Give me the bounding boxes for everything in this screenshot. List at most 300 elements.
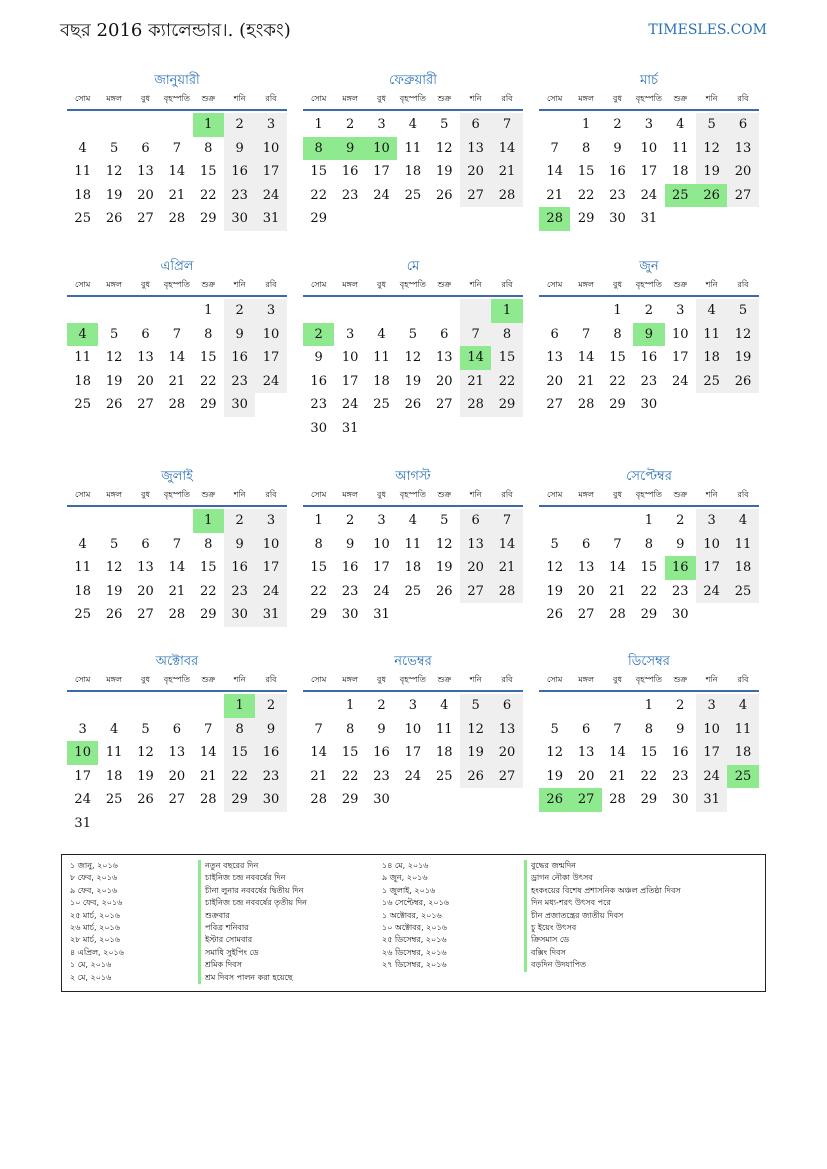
day-cell[interactable]: 11 [373,350,390,366]
day-cell[interactable]: 19 [460,741,491,765]
day-cell[interactable]: 8 [224,718,255,742]
day-cell[interactable]: 21 [310,768,327,784]
day-cell[interactable]: 8 [303,137,334,161]
day-cell[interactable]: 15 [640,560,658,576]
day-cell[interactable]: 8 [204,536,213,552]
day-cell[interactable]: 6 [491,694,522,718]
day-cell[interactable]: 26 [105,397,123,413]
day-cell[interactable]: 29 [199,397,217,413]
day-cell[interactable]: 11 [727,533,758,557]
day-cell[interactable]: 30 [341,607,359,623]
day-cell[interactable]: 4 [727,694,758,718]
day-cell[interactable]: 3 [408,698,417,713]
day-cell[interactable]: 29 [199,607,217,623]
day-cell[interactable]: 9 [676,721,685,737]
day-cell[interactable]: 7 [581,326,591,342]
day-cell[interactable]: 3 [78,721,87,737]
day-cell[interactable]: 16 [310,373,327,389]
day-cell[interactable]: 23 [341,187,359,203]
day-cell[interactable]: 23 [609,187,626,203]
day-cell[interactable]: 11 [74,164,91,180]
day-cell[interactable]: 10 [696,718,727,742]
day-cell[interactable]: 14 [199,745,217,761]
day-cell[interactable]: 8 [314,536,323,552]
day-cell[interactable]: 24 [640,187,658,203]
day-cell[interactable]: 3 [377,117,386,132]
day-cell[interactable]: 4 [67,323,98,347]
day-cell[interactable]: 1 [613,303,622,318]
day-cell[interactable]: 9 [676,536,685,552]
day-cell[interactable]: 3 [676,303,685,318]
day-cell[interactable]: 9 [633,323,664,347]
day-cell[interactable]: 14 [577,350,595,366]
day-cell[interactable]: 26 [404,397,422,413]
day-cell[interactable]: 21 [609,768,626,784]
day-cell[interactable]: 24 [671,373,689,389]
day-cell[interactable]: 2 [377,698,386,713]
day-cell[interactable]: 26 [546,607,563,623]
day-cell[interactable]: 27 [460,580,491,604]
day-cell[interactable]: 3 [255,113,286,137]
day-cell[interactable]: 4 [78,536,87,552]
day-cell[interactable]: 22 [491,370,522,394]
day-cell[interactable]: 16 [640,350,658,366]
day-cell[interactable]: 7 [613,536,622,552]
day-cell[interactable]: 17 [255,160,286,184]
day-cell[interactable]: 20 [460,160,491,184]
day-cell[interactable]: 14 [168,164,186,180]
day-cell[interactable]: 6 [581,536,591,552]
day-cell[interactable]: 12 [105,350,123,366]
day-cell[interactable]: 12 [460,718,491,742]
day-cell[interactable]: 20 [460,556,491,580]
day-cell[interactable]: 25 [404,583,422,599]
day-cell[interactable]: 9 [345,536,355,552]
day-cell[interactable]: 10 [404,721,422,737]
day-cell[interactable]: 18 [435,745,453,761]
day-cell[interactable]: 13 [491,718,522,742]
day-cell[interactable]: 18 [696,346,727,370]
day-cell[interactable]: 18 [74,583,91,599]
day-cell[interactable]: 27 [137,211,154,227]
day-cell[interactable]: 5 [550,536,559,552]
day-cell[interactable]: 15 [609,350,626,366]
day-cell[interactable]: 4 [78,140,87,156]
day-cell[interactable]: 23 [224,580,255,604]
day-cell[interactable]: 6 [141,140,150,156]
day-cell[interactable]: 27 [168,792,186,808]
day-cell[interactable]: 18 [105,768,123,784]
day-cell[interactable]: 24 [696,765,727,789]
day-cell[interactable]: 25 [105,792,123,808]
day-cell[interactable]: 29 [640,792,658,808]
day-cell[interactable]: 1 [224,694,255,718]
day-cell[interactable]: 21 [491,556,522,580]
day-cell[interactable]: 5 [460,694,491,718]
day-cell[interactable]: 1 [644,513,653,528]
day-cell[interactable]: 19 [435,560,453,576]
day-cell[interactable]: 30 [671,607,689,623]
day-cell[interactable]: 11 [727,718,758,742]
day-cell[interactable]: 31 [255,207,286,231]
day-cell[interactable]: 14 [168,350,186,366]
day-cell[interactable]: 27 [460,184,491,208]
day-cell[interactable]: 22 [310,187,327,203]
day-cell[interactable]: 28 [609,792,626,808]
day-cell[interactable]: 7 [172,326,181,342]
day-cell[interactable]: 9 [314,350,323,366]
day-cell[interactable]: 7 [613,721,622,737]
day-cell[interactable]: 15 [199,560,217,576]
day-cell[interactable]: 31 [74,815,91,831]
day-cell[interactable]: 3 [255,299,286,323]
day-cell[interactable]: 29 [609,397,626,413]
day-cell[interactable]: 4 [440,698,449,713]
day-cell[interactable]: 6 [440,326,449,342]
day-cell[interactable]: 9 [377,721,386,737]
day-cell[interactable]: 4 [408,513,417,528]
day-cell[interactable]: 11 [74,350,91,366]
day-cell[interactable]: 29 [491,393,522,417]
day-cell[interactable]: 28 [539,207,570,231]
day-cell[interactable]: 6 [581,721,591,737]
day-cell[interactable]: 9 [224,323,255,347]
day-cell[interactable]: 30 [310,420,327,436]
day-cell[interactable]: 15 [640,745,658,761]
day-cell[interactable]: 17 [671,350,689,366]
day-cell[interactable]: 13 [577,560,595,576]
day-cell[interactable]: 16 [341,164,359,180]
day-cell[interactable]: 15 [491,346,522,370]
day-cell[interactable]: 30 [224,393,255,417]
day-cell[interactable]: 31 [341,420,359,436]
day-cell[interactable]: 27 [435,397,453,413]
day-cell[interactable]: 22 [609,373,626,389]
day-cell[interactable]: 13 [435,350,453,366]
day-cell[interactable]: 18 [727,741,758,765]
day-cell[interactable]: 4 [109,721,119,737]
day-cell[interactable]: 29 [640,607,658,623]
day-cell[interactable]: 6 [550,326,559,342]
day-cell[interactable]: 10 [255,323,286,347]
day-cell[interactable]: 20 [137,583,154,599]
day-cell[interactable]: 5 [440,513,449,528]
day-cell[interactable]: 21 [460,370,491,394]
day-cell[interactable]: 27 [727,184,758,208]
day-cell[interactable]: 8 [491,323,522,347]
day-cell[interactable]: 25 [404,187,422,203]
day-cell[interactable]: 8 [345,721,355,737]
day-cell[interactable]: 20 [435,373,453,389]
day-cell[interactable]: 15 [310,560,327,576]
day-cell[interactable]: 14 [491,533,522,557]
day-cell[interactable]: 15 [224,741,255,765]
day-cell[interactable]: 2 [345,513,355,528]
day-cell[interactable]: 26 [105,607,123,623]
day-cell[interactable]: 26 [539,788,570,812]
day-cell[interactable]: 7 [172,536,181,552]
day-cell[interactable]: 2 [224,509,255,533]
day-cell[interactable]: 17 [255,346,286,370]
day-cell[interactable]: 4 [408,117,417,132]
day-cell[interactable]: 20 [137,373,154,389]
day-cell[interactable]: 31 [640,211,658,227]
day-cell[interactable]: 26 [435,187,453,203]
day-cell[interactable]: 26 [435,583,453,599]
day-cell[interactable]: 4 [676,117,685,132]
day-cell[interactable]: 3 [696,509,727,533]
day-cell[interactable]: 24 [373,187,390,203]
day-cell[interactable]: 24 [255,370,286,394]
day-cell[interactable]: 12 [105,164,123,180]
day-cell[interactable]: 30 [224,603,255,627]
day-cell[interactable]: 6 [460,113,491,137]
day-cell[interactable]: 2 [345,117,355,132]
day-cell[interactable]: 17 [696,741,727,765]
day-cell[interactable]: 7 [204,721,213,737]
day-cell[interactable]: 17 [696,556,727,580]
day-cell[interactable]: 16 [665,556,696,580]
day-cell[interactable]: 5 [727,299,758,323]
day-cell[interactable]: 23 [224,370,255,394]
day-cell[interactable]: 27 [137,397,154,413]
day-cell[interactable]: 19 [546,583,563,599]
day-cell[interactable]: 2 [224,299,255,323]
day-cell[interactable]: 6 [141,536,150,552]
day-cell[interactable]: 24 [696,580,727,604]
day-cell[interactable]: 24 [74,792,91,808]
day-cell[interactable]: 23 [671,583,689,599]
day-cell[interactable]: 27 [570,788,601,812]
day-cell[interactable]: 15 [199,350,217,366]
day-cell[interactable]: 31 [373,607,390,623]
day-cell[interactable]: 10 [373,536,390,552]
day-cell[interactable]: 1 [193,113,224,137]
day-cell[interactable]: 29 [310,607,327,623]
day-cell[interactable]: 19 [105,373,123,389]
day-cell[interactable]: 22 [577,187,595,203]
day-cell[interactable]: 29 [310,211,327,227]
day-cell[interactable]: 14 [168,560,186,576]
day-cell[interactable]: 13 [460,533,491,557]
day-cell[interactable]: 11 [696,323,727,347]
day-cell[interactable]: 6 [141,326,150,342]
day-cell[interactable]: 23 [341,583,359,599]
day-cell[interactable]: 21 [491,160,522,184]
day-cell[interactable]: 30 [640,397,658,413]
day-cell[interactable]: 22 [199,373,217,389]
day-cell[interactable]: 18 [671,164,689,180]
day-cell[interactable]: 8 [644,536,653,552]
day-cell[interactable]: 13 [168,745,186,761]
day-cell[interactable]: 24 [341,397,359,413]
day-cell[interactable]: 16 [255,741,286,765]
day-cell[interactable]: 18 [404,164,422,180]
day-cell[interactable]: 30 [224,207,255,231]
day-cell[interactable]: 25 [74,607,91,623]
day-cell[interactable]: 27 [546,397,563,413]
day-cell[interactable]: 14 [609,560,626,576]
day-cell[interactable]: 26 [460,765,491,789]
day-cell[interactable]: 12 [546,745,563,761]
day-cell[interactable]: 28 [168,397,186,413]
day-cell[interactable]: 25 [727,765,758,789]
day-cell[interactable]: 5 [440,117,449,132]
day-cell[interactable]: 12 [137,745,154,761]
day-cell[interactable]: 14 [546,164,563,180]
day-cell[interactable]: 17 [341,373,359,389]
day-cell[interactable]: 16 [224,556,255,580]
day-cell[interactable]: 23 [224,184,255,208]
day-cell[interactable]: 1 [345,698,355,713]
day-cell[interactable]: 11 [105,745,123,761]
day-cell[interactable]: 22 [640,583,658,599]
day-cell[interactable]: 6 [172,721,181,737]
day-cell[interactable]: 21 [168,583,186,599]
day-cell[interactable]: 18 [727,556,758,580]
day-cell[interactable]: 26 [727,370,758,394]
day-cell[interactable]: 5 [550,721,559,737]
day-cell[interactable]: 28 [168,211,186,227]
day-cell[interactable]: 7 [314,721,323,737]
day-cell[interactable]: 20 [727,160,758,184]
day-cell[interactable]: 29 [577,211,595,227]
day-cell[interactable]: 27 [137,607,154,623]
day-cell[interactable]: 28 [310,792,327,808]
day-cell[interactable]: 10 [67,741,98,765]
day-cell[interactable]: 12 [105,560,123,576]
day-cell[interactable]: 23 [310,397,327,413]
day-cell[interactable]: 9 [613,140,622,156]
day-cell[interactable]: 22 [640,768,658,784]
day-cell[interactable]: 2 [676,698,685,713]
day-cell[interactable]: 24 [255,580,286,604]
day-cell[interactable]: 12 [435,140,453,156]
day-cell[interactable]: 21 [546,187,563,203]
day-cell[interactable]: 16 [609,164,626,180]
day-cell[interactable]: 6 [460,509,491,533]
day-cell[interactable]: 20 [577,768,595,784]
day-cell[interactable]: 19 [105,583,123,599]
day-cell[interactable]: 25 [74,211,91,227]
day-cell[interactable]: 21 [609,583,626,599]
day-cell[interactable]: 13 [137,560,154,576]
day-cell[interactable]: 10 [671,326,689,342]
day-cell[interactable]: 29 [224,788,255,812]
day-cell[interactable]: 25 [727,580,758,604]
day-cell[interactable]: 15 [199,164,217,180]
day-cell[interactable]: 11 [404,140,422,156]
day-cell[interactable]: 15 [341,745,359,761]
day-cell[interactable]: 11 [74,560,91,576]
day-cell[interactable]: 1 [491,299,522,323]
day-cell[interactable]: 1 [204,303,213,318]
day-cell[interactable]: 6 [727,113,758,137]
day-cell[interactable]: 21 [199,768,217,784]
day-cell[interactable]: 3 [345,326,355,342]
day-cell[interactable]: 2 [676,513,685,528]
day-cell[interactable]: 4 [377,326,386,342]
day-cell[interactable]: 18 [373,373,390,389]
day-cell[interactable]: 4 [696,299,727,323]
day-cell[interactable]: 26 [137,792,154,808]
day-cell[interactable]: 3 [377,513,386,528]
day-cell[interactable]: 12 [696,137,727,161]
day-cell[interactable]: 18 [74,187,91,203]
day-cell[interactable]: 28 [460,393,491,417]
day-cell[interactable]: 14 [460,346,491,370]
day-cell[interactable]: 2 [224,113,255,137]
day-cell[interactable]: 29 [341,792,359,808]
day-cell[interactable]: 29 [199,211,217,227]
day-cell[interactable]: 23 [255,765,286,789]
day-cell[interactable]: 7 [172,140,181,156]
day-cell[interactable]: 9 [255,718,286,742]
day-cell[interactable]: 30 [671,792,689,808]
day-cell[interactable]: 11 [435,721,453,737]
day-cell[interactable]: 31 [696,788,727,812]
day-cell[interactable]: 16 [224,160,255,184]
day-cell[interactable]: 9 [224,137,255,161]
day-cell[interactable]: 3 [644,117,653,132]
site-link[interactable]: TIMESLES.COM [648,22,767,38]
day-cell[interactable]: 10 [696,533,727,557]
day-cell[interactable]: 22 [341,768,359,784]
day-cell[interactable]: 5 [408,326,417,342]
day-cell[interactable]: 28 [491,184,522,208]
day-cell[interactable]: 8 [644,721,653,737]
day-cell[interactable]: 13 [137,350,154,366]
day-cell[interactable]: 11 [404,536,422,552]
day-cell[interactable]: 20 [137,187,154,203]
day-cell[interactable]: 26 [696,184,727,208]
day-cell[interactable]: 7 [550,140,559,156]
day-cell[interactable]: 17 [373,164,390,180]
day-cell[interactable]: 10 [255,137,286,161]
day-cell[interactable]: 8 [613,326,622,342]
day-cell[interactable]: 23 [671,768,689,784]
day-cell[interactable]: 5 [109,536,119,552]
day-cell[interactable]: 1 [193,509,224,533]
day-cell[interactable]: 24 [404,768,422,784]
day-cell[interactable]: 26 [105,211,123,227]
day-cell[interactable]: 15 [310,164,327,180]
day-cell[interactable]: 7 [491,509,522,533]
day-cell[interactable]: 30 [609,211,626,227]
day-cell[interactable]: 14 [310,745,327,761]
day-cell[interactable]: 1 [314,117,323,132]
day-cell[interactable]: 12 [546,560,563,576]
day-cell[interactable]: 17 [74,768,91,784]
day-cell[interactable]: 31 [255,603,286,627]
day-cell[interactable]: 7 [460,323,491,347]
day-cell[interactable]: 28 [168,607,186,623]
day-cell[interactable]: 19 [546,768,563,784]
day-cell[interactable]: 21 [168,187,186,203]
day-cell[interactable]: 15 [577,164,595,180]
day-cell[interactable]: 2 [255,694,286,718]
day-cell[interactable]: 23 [640,373,658,389]
day-cell[interactable]: 3 [255,509,286,533]
day-cell[interactable]: 10 [640,140,658,156]
day-cell[interactable]: 13 [727,137,758,161]
day-cell[interactable]: 12 [404,350,422,366]
day-cell[interactable]: 12 [727,323,758,347]
day-cell[interactable]: 19 [105,187,123,203]
day-cell[interactable]: 20 [546,373,563,389]
day-cell[interactable]: 5 [141,721,150,737]
day-cell[interactable]: 25 [435,768,453,784]
